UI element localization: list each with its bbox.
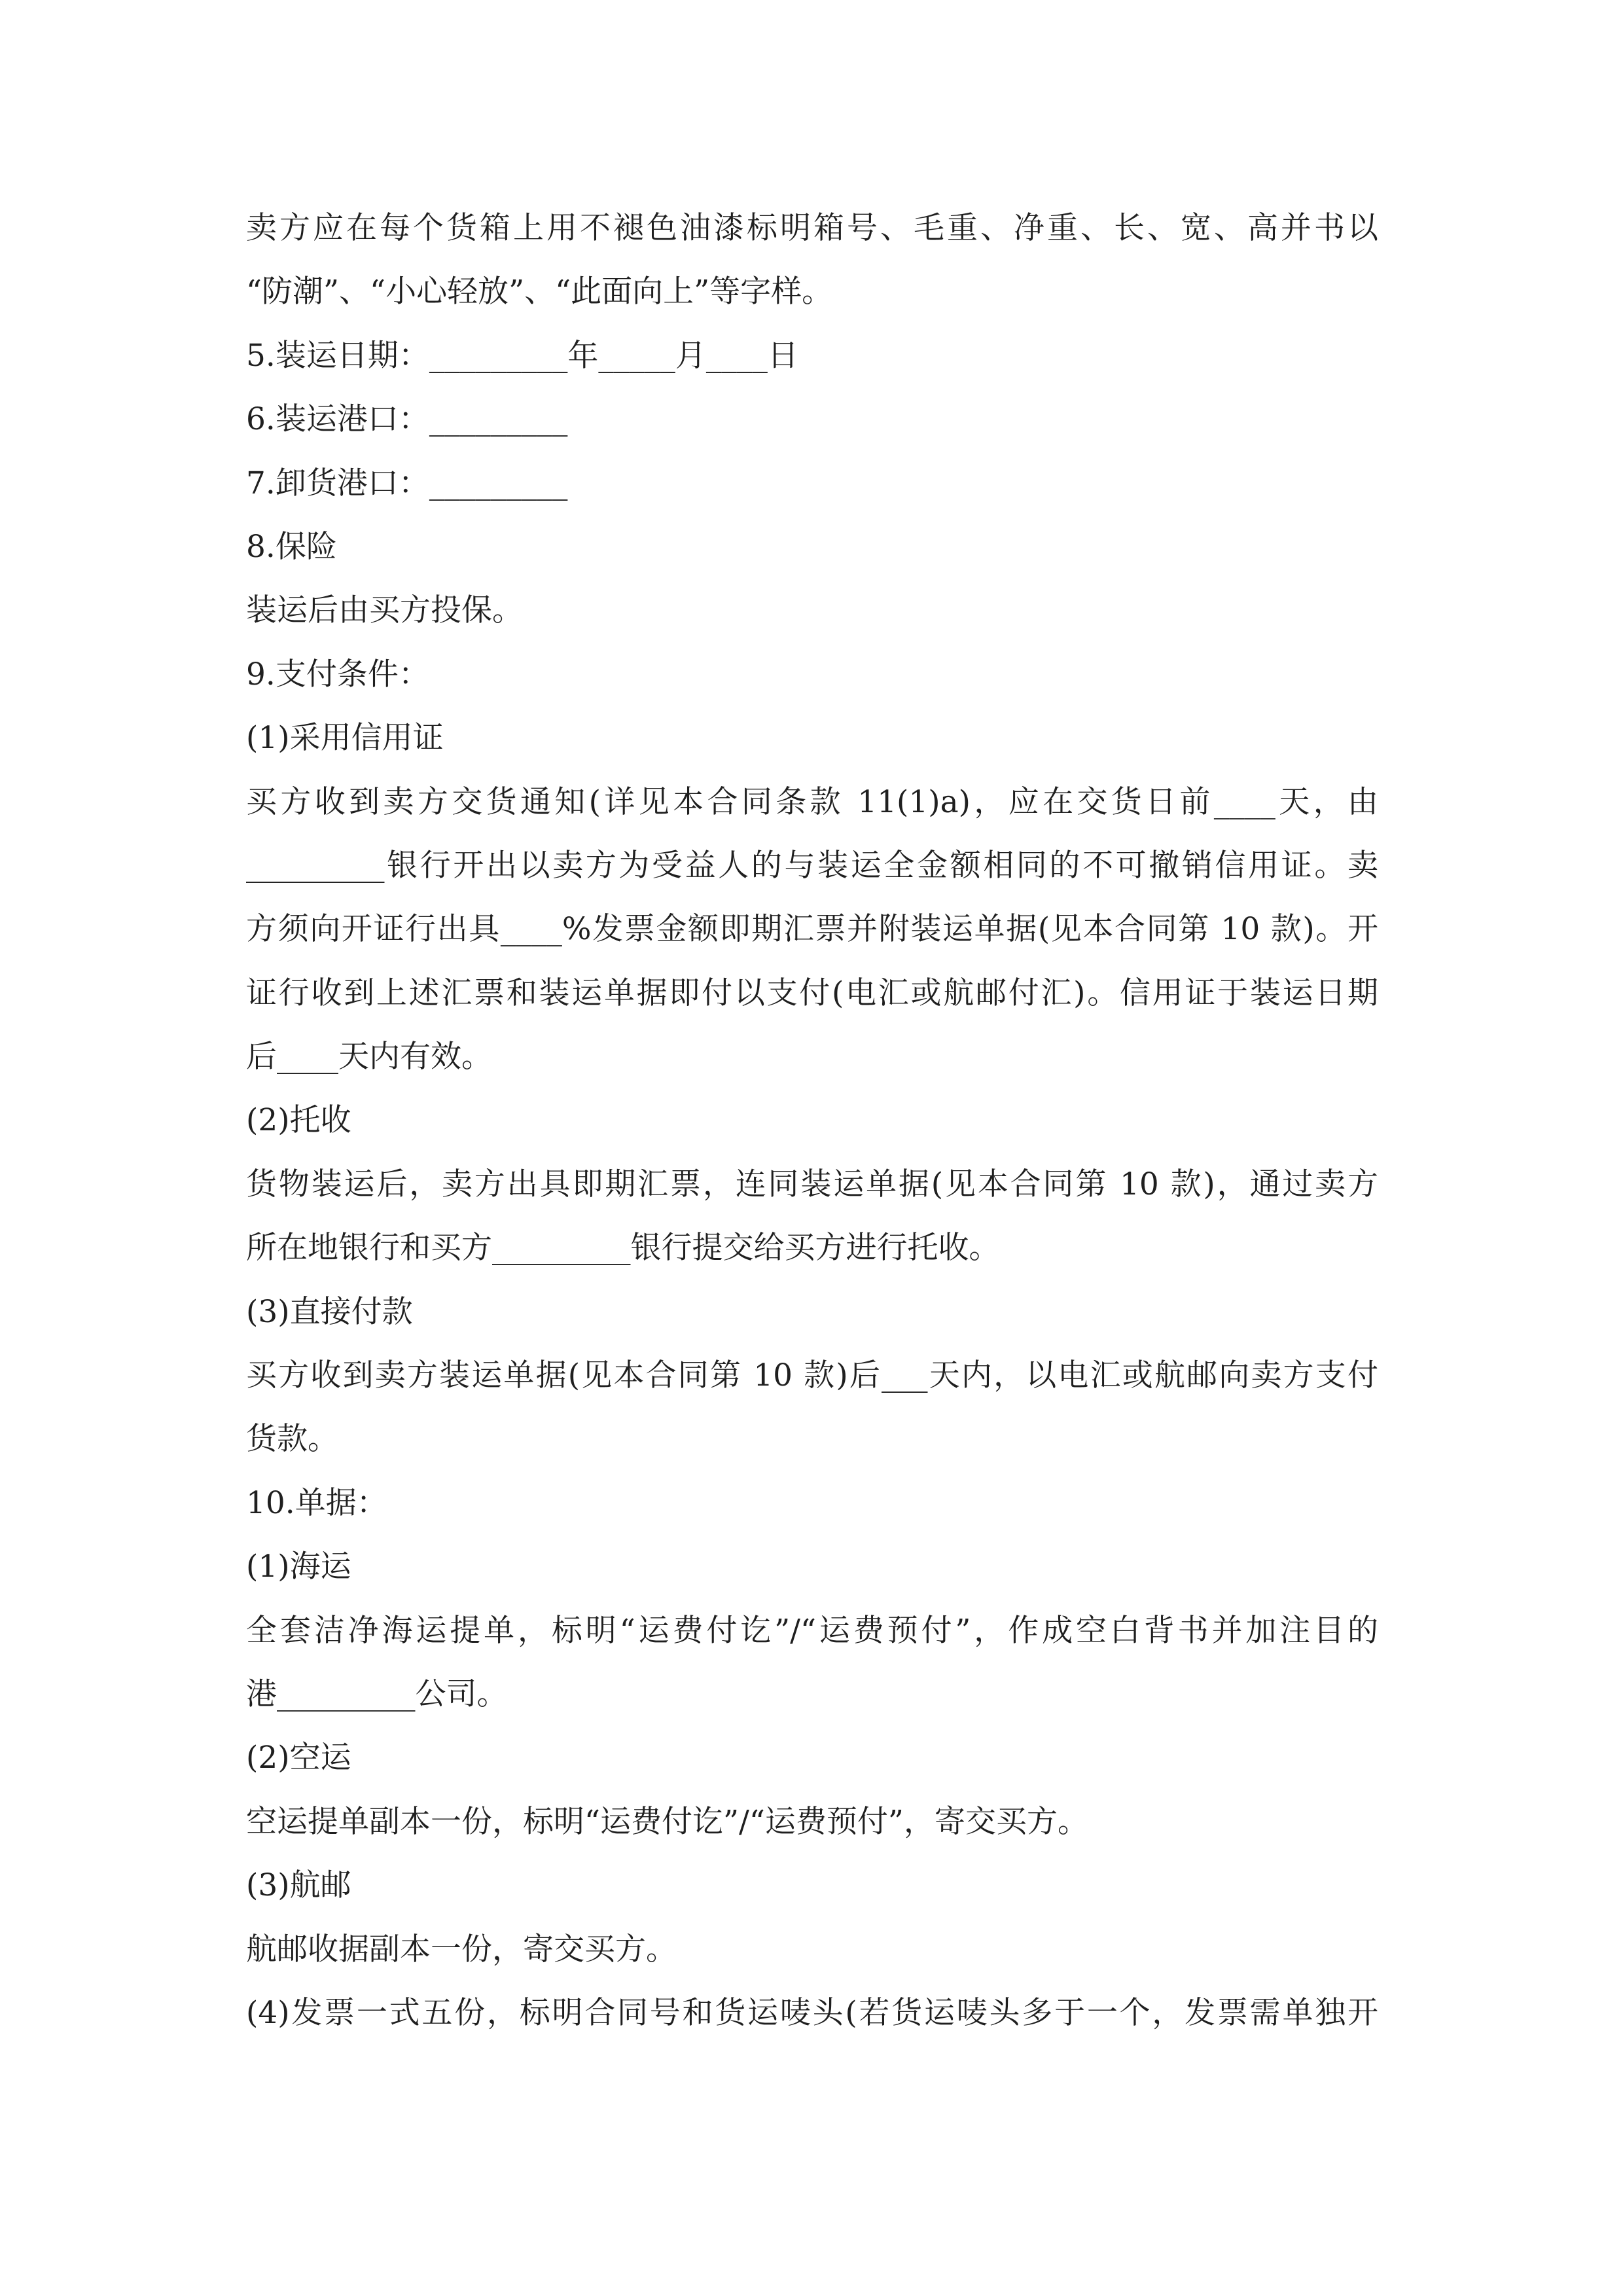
- text-line: (4)发票一式五份，标明合同号和货运唛头(若货运唛头多于一个，发票需单独开: [246, 1994, 1378, 2031]
- text-line: “防潮”、“小心轻放”、“此面向上”等字样。: [246, 274, 833, 310]
- text-line: 后____天内有效。: [246, 1039, 492, 1075]
- text-line: 7.卸货港口：_________: [246, 465, 568, 501]
- document-body: [246, 196, 1378, 2045]
- subsection-heading: (3)直接付款: [246, 1293, 413, 1330]
- text-line: 买方收到卖方装运单据(见本合同第 10 款)后___天内，以电汇或航邮向卖方支付: [246, 1357, 1378, 1394]
- text-line: 5.装运日期：_________年_____月____日: [246, 337, 798, 374]
- subsection-heading: (2)空运: [246, 1740, 351, 1776]
- subsection-heading: (1)采用信用证: [246, 720, 444, 757]
- text-line: 卖方应在每个货箱上用不褪色油漆标明箱号、毛重、净重、长、宽、高并书以: [246, 210, 1378, 246]
- section-heading: 9.支付条件：: [246, 656, 429, 692]
- section-heading: 8.保险: [246, 528, 337, 565]
- text-line: 方须向开证行出具____%发票金额即期汇票并附装运单据(见本合同第 10 款)。开: [246, 911, 1378, 948]
- text-line: 6.装运港口：_________: [246, 401, 568, 438]
- text-line: 证行收到上述汇票和装运单据即付以支付(电汇或航邮付汇)。信用证于装运日期: [246, 975, 1378, 1011]
- text-line: 装运后由买方投保。: [246, 592, 523, 629]
- text-line: 港_________公司。: [246, 1676, 508, 1712]
- text-line: _________银行开出以卖方为受益人的与装运全金额相同的不可撤销信用证。卖: [246, 847, 1378, 884]
- text-line: 买方收到卖方交货通知(详见本合同条款 11(1)a)，应在交货日前____天，由: [246, 783, 1378, 820]
- text-line: 货款。: [246, 1421, 338, 1458]
- text-line: 航邮收据副本一份，寄交买方。: [246, 1931, 677, 1967]
- subsection-heading: (2)托收: [246, 1102, 351, 1139]
- subsection-heading: (3)航邮: [246, 1867, 351, 1904]
- text-line: 货物装运后，卖方出具即期汇票，连同装运单据(见本合同第 10 款)，通过卖方: [246, 1166, 1378, 1202]
- text-line: 全套洁净海运提单，标明“运费付讫”/“运费预付”，作成空白背书并加注目的: [246, 1612, 1378, 1649]
- section-heading: 10.单据：: [246, 1484, 387, 1521]
- text-line: 所在地银行和买方_________银行提交给买方进行托收。: [246, 1230, 1000, 1266]
- text-line: 空运提单副本一份，标明“运费付讫”/“运费预付”，寄交买方。: [246, 1803, 1088, 1840]
- subsection-heading: (1)海运: [246, 1549, 351, 1585]
